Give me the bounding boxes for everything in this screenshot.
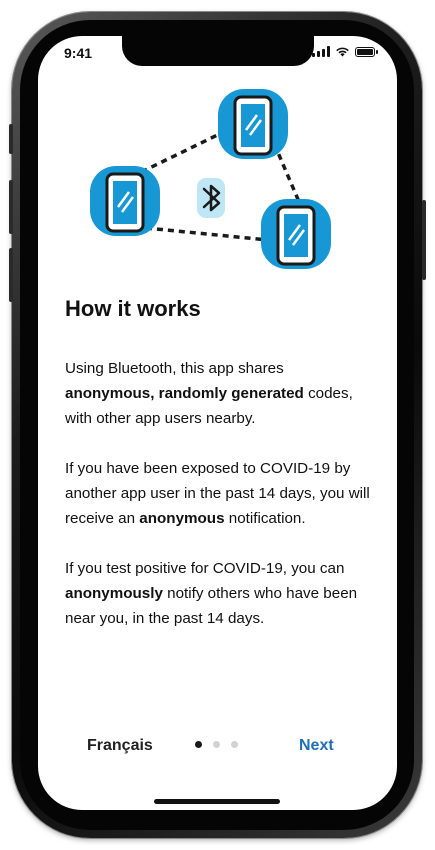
body-text: If you test positive for COVID-19, you can xyxy=(65,560,345,577)
status-icons xyxy=(312,46,375,57)
body-text: notify others who have been near you, in the past 14 days. xyxy=(65,585,358,627)
status-time: 9:41 xyxy=(64,45,93,61)
page-indicator xyxy=(195,741,238,748)
bluetooth-illustration xyxy=(78,86,348,322)
battery-icon xyxy=(355,47,375,57)
wifi-icon xyxy=(335,46,350,57)
phone-icon xyxy=(90,166,160,236)
bold-text: anonymous xyxy=(139,510,225,527)
language-toggle-button[interactable]: Français xyxy=(87,737,153,754)
volume-down-button xyxy=(9,248,13,302)
home-indicator[interactable] xyxy=(154,799,280,804)
exposure-paragraph xyxy=(65,456,375,531)
screen xyxy=(38,36,397,810)
next-button[interactable]: Next xyxy=(299,737,334,754)
intro-paragraph xyxy=(65,356,375,431)
test-positive-paragraph xyxy=(65,556,375,631)
signal-icon xyxy=(312,46,330,57)
page-dot xyxy=(195,741,202,748)
bluetooth-icon xyxy=(197,178,225,218)
body-text: Using Bluetooth, this app shares xyxy=(65,360,284,377)
body-text: If you have been exposed to COVID-19 by another app user in the past 14 days, you will receive an xyxy=(65,460,370,527)
body-text: notification. xyxy=(224,510,306,527)
power-button xyxy=(422,200,426,280)
page-dot xyxy=(231,741,238,748)
body-text: codes, with other app users nearby. xyxy=(65,385,353,427)
phone-icon xyxy=(261,199,331,269)
bold-text: anonymously xyxy=(65,585,163,602)
page-dot xyxy=(213,741,220,748)
bold-text: anonymous, randomly generated xyxy=(65,385,304,402)
mute-switch xyxy=(9,124,13,154)
volume-up-button xyxy=(9,180,13,234)
notch xyxy=(122,36,314,66)
page-title: How it works xyxy=(65,296,201,321)
phone-icon xyxy=(218,89,288,159)
